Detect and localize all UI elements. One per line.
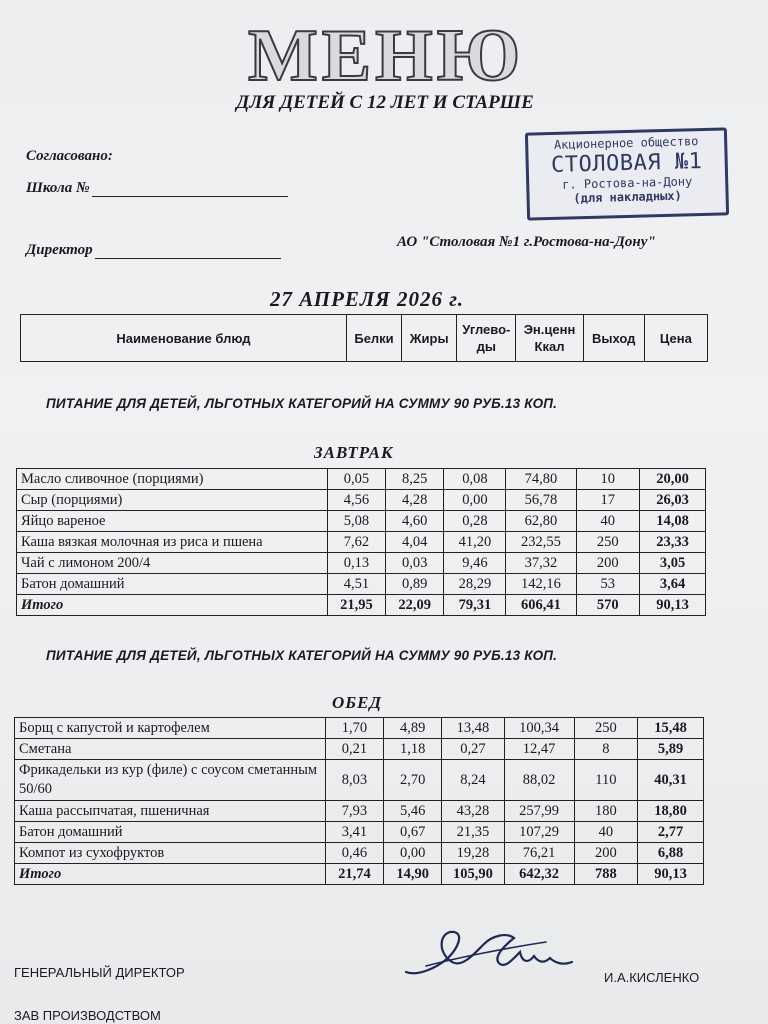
table-row: [15, 760, 704, 801]
energy-cell: 107,29: [504, 822, 574, 843]
energy-cell: 606,41: [506, 595, 576, 616]
yield-cell: 110: [574, 760, 637, 801]
fat-cell: 0,03: [386, 553, 444, 574]
table-row: [15, 822, 704, 843]
production-head-label: ЗАВ ПРОИЗВОДСТВОМ: [14, 1008, 161, 1023]
price-cell: 6,88: [638, 843, 704, 864]
dish-name-cell: Итого: [15, 864, 326, 885]
carbs-cell: 79,31: [444, 595, 506, 616]
carbs-cell: 105,90: [442, 864, 504, 885]
fat-cell: 8,25: [386, 469, 444, 490]
energy-cell: 88,02: [504, 760, 574, 801]
yield-cell: 40: [576, 511, 640, 532]
energy-cell: 100,34: [504, 718, 574, 739]
signer-name: И.А.КИСЛЕНКО: [604, 970, 700, 985]
carbs-cell: 0,00: [444, 490, 506, 511]
dish-name-cell: Сыр (порциями): [17, 490, 328, 511]
dish-name-cell: Яйцо вареное: [17, 511, 328, 532]
protein-cell: 7,62: [327, 532, 385, 553]
table-row: [17, 532, 706, 553]
breakfast-title: ЗАВТРАК: [314, 443, 394, 462]
protein-cell: 4,51: [327, 574, 385, 595]
protein-cell: 5,08: [327, 511, 385, 532]
director-field: [26, 242, 281, 259]
page-subtitle: ДЛЯ ДЕТЕЙ С 12 ЛЕТ И СТАРШЕ: [236, 92, 534, 113]
dish-name-cell: Фрикадельки из кур (филе) с соусом сметанным 50/60: [15, 760, 326, 801]
yield-cell: 40: [574, 822, 637, 843]
dish-name-cell: Батон домашний: [17, 574, 328, 595]
stamp-line-3: г. Ростова-на-Дону: [562, 174, 693, 192]
protein-cell: 0,21: [325, 739, 383, 760]
protein-cell: 1,70: [325, 718, 383, 739]
carbs-cell: 13,48: [442, 718, 504, 739]
yield-cell: 53: [576, 574, 640, 595]
company-stamp: [525, 127, 729, 220]
column-header-table: [20, 314, 708, 362]
energy-cell: 37,32: [506, 553, 576, 574]
carbs-cell: 41,20: [444, 532, 506, 553]
table-row: [15, 843, 704, 864]
school-label: Школа №: [26, 180, 90, 196]
fat-cell: 0,89: [386, 574, 444, 595]
carbs-cell: 0,08: [444, 469, 506, 490]
energy-cell: 12,47: [504, 739, 574, 760]
energy-cell: 56,78: [506, 490, 576, 511]
dish-name-cell: Чай с лимоном 200/4: [17, 553, 328, 574]
table-row: [17, 490, 706, 511]
yield-cell: 17: [576, 490, 640, 511]
organization-name: АО "Столовая №1 г.Ростова-на-Дону": [397, 234, 656, 250]
stamp-line-4: (для накладных): [573, 188, 682, 206]
yield-cell: 570: [576, 595, 640, 616]
price-cell: 90,13: [640, 595, 706, 616]
dish-name-cell: Каша вязкая молочная из риса и пшена: [17, 532, 328, 553]
stamp-line-2: СТОЛОВАЯ №1: [550, 149, 703, 178]
table-row: [15, 801, 704, 822]
protein-cell: 3,41: [325, 822, 383, 843]
dish-name-cell: Сметана: [15, 739, 326, 760]
col-header-fat: Жиры: [402, 315, 457, 362]
protein-cell: 21,74: [325, 864, 383, 885]
table-row: [15, 718, 704, 739]
price-cell: 20,00: [640, 469, 706, 490]
dish-name-cell: Итого: [17, 595, 328, 616]
col-header-name: Наименование блюд: [21, 315, 347, 362]
col-header-price: Цена: [644, 315, 707, 362]
table-row: [17, 511, 706, 532]
price-cell: 3,05: [640, 553, 706, 574]
carbs-cell: 0,27: [442, 739, 504, 760]
price-cell: 18,80: [638, 801, 704, 822]
energy-cell: 642,32: [504, 864, 574, 885]
yield-cell: 200: [574, 843, 637, 864]
menu-date: 27 АПРЕЛЯ 2026 г.: [270, 287, 465, 311]
price-cell: 3,64: [640, 574, 706, 595]
section-note-lunch: ПИТАНИЕ ДЛЯ ДЕТЕЙ, ЛЬГОТНЫХ КАТЕГОРИЙ НА СУММУ 90 РУБ.13 КОП.: [46, 648, 558, 663]
fat-cell: 0,67: [384, 822, 442, 843]
protein-cell: 8,03: [325, 760, 383, 801]
table-row: [15, 739, 704, 760]
total-row: [17, 595, 706, 616]
energy-cell: 74,80: [506, 469, 576, 490]
carbs-cell: 0,28: [444, 511, 506, 532]
energy-cell: 62,80: [506, 511, 576, 532]
total-row: [15, 864, 704, 885]
yield-cell: 250: [576, 532, 640, 553]
carbs-cell: 9,46: [444, 553, 506, 574]
protein-cell: 7,93: [325, 801, 383, 822]
yield-cell: 8: [574, 739, 637, 760]
col-header-energy: Эн.ценн Ккал: [516, 315, 583, 362]
fat-cell: 14,90: [384, 864, 442, 885]
table-row: [17, 469, 706, 490]
school-blank-line: [92, 182, 288, 197]
protein-cell: 0,46: [325, 843, 383, 864]
price-cell: 90,13: [638, 864, 704, 885]
energy-cell: 142,16: [506, 574, 576, 595]
protein-cell: 0,13: [327, 553, 385, 574]
price-cell: 5,89: [638, 739, 704, 760]
yield-cell: 250: [574, 718, 637, 739]
approved-label: Согласовано:: [26, 148, 113, 164]
yield-cell: 10: [576, 469, 640, 490]
fat-cell: 4,28: [386, 490, 444, 511]
fat-cell: 4,89: [384, 718, 442, 739]
fat-cell: 1,18: [384, 739, 442, 760]
price-cell: 2,77: [638, 822, 704, 843]
dish-name-cell: Батон домашний: [15, 822, 326, 843]
fat-cell: 22,09: [386, 595, 444, 616]
price-cell: 40,31: [638, 760, 704, 801]
carbs-cell: 21,35: [442, 822, 504, 843]
yield-cell: 200: [576, 553, 640, 574]
director-label: Директор: [26, 242, 93, 258]
fat-cell: 4,60: [386, 511, 444, 532]
price-cell: 26,03: [640, 490, 706, 511]
energy-cell: 232,55: [506, 532, 576, 553]
protein-cell: 0,05: [327, 469, 385, 490]
lunch-table: [14, 717, 704, 885]
breakfast-table: [16, 468, 706, 616]
fat-cell: 5,46: [384, 801, 442, 822]
col-header-protein: Белки: [346, 315, 401, 362]
section-note-breakfast: ПИТАНИЕ ДЛЯ ДЕТЕЙ, ЛЬГОТНЫХ КАТЕГОРИЙ НА СУММУ 90 РУБ.13 КОП.: [46, 396, 558, 411]
col-header-yield: Выход: [583, 315, 644, 362]
carbs-cell: 43,28: [442, 801, 504, 822]
dish-name-cell: Масло сливочное (порциями): [17, 469, 328, 490]
price-cell: 23,33: [640, 532, 706, 553]
school-field: [26, 180, 288, 197]
carbs-cell: 28,29: [444, 574, 506, 595]
price-cell: 15,48: [638, 718, 704, 739]
yield-cell: 180: [574, 801, 637, 822]
protein-cell: 4,56: [327, 490, 385, 511]
carbs-cell: 8,24: [442, 760, 504, 801]
dish-name-cell: Компот из сухофруктов: [15, 843, 326, 864]
table-row: [17, 574, 706, 595]
lunch-title: ОБЕД: [332, 693, 383, 712]
fat-cell: 4,04: [386, 532, 444, 553]
carbs-cell: 19,28: [442, 843, 504, 864]
price-cell: 14,08: [640, 511, 706, 532]
fat-cell: 0,00: [384, 843, 442, 864]
director-signature: [396, 918, 576, 982]
energy-cell: 76,21: [504, 843, 574, 864]
col-header-carbs: Углево- ды: [457, 315, 516, 362]
yield-cell: 788: [574, 864, 637, 885]
table-row: [17, 553, 706, 574]
page-title: МЕНЮ: [247, 15, 525, 97]
director-blank-line: [95, 244, 281, 259]
general-director-label: ГЕНЕРАЛЬНЫЙ ДИРЕКТОР: [14, 965, 185, 980]
fat-cell: 2,70: [384, 760, 442, 801]
energy-cell: 257,99: [504, 801, 574, 822]
dish-name-cell: Каша рассыпчатая, пшеничная: [15, 801, 326, 822]
dish-name-cell: Борщ с капустой и картофелем: [15, 718, 326, 739]
stamp-line-1: Акционерное общество: [553, 134, 699, 152]
protein-cell: 21,95: [327, 595, 385, 616]
